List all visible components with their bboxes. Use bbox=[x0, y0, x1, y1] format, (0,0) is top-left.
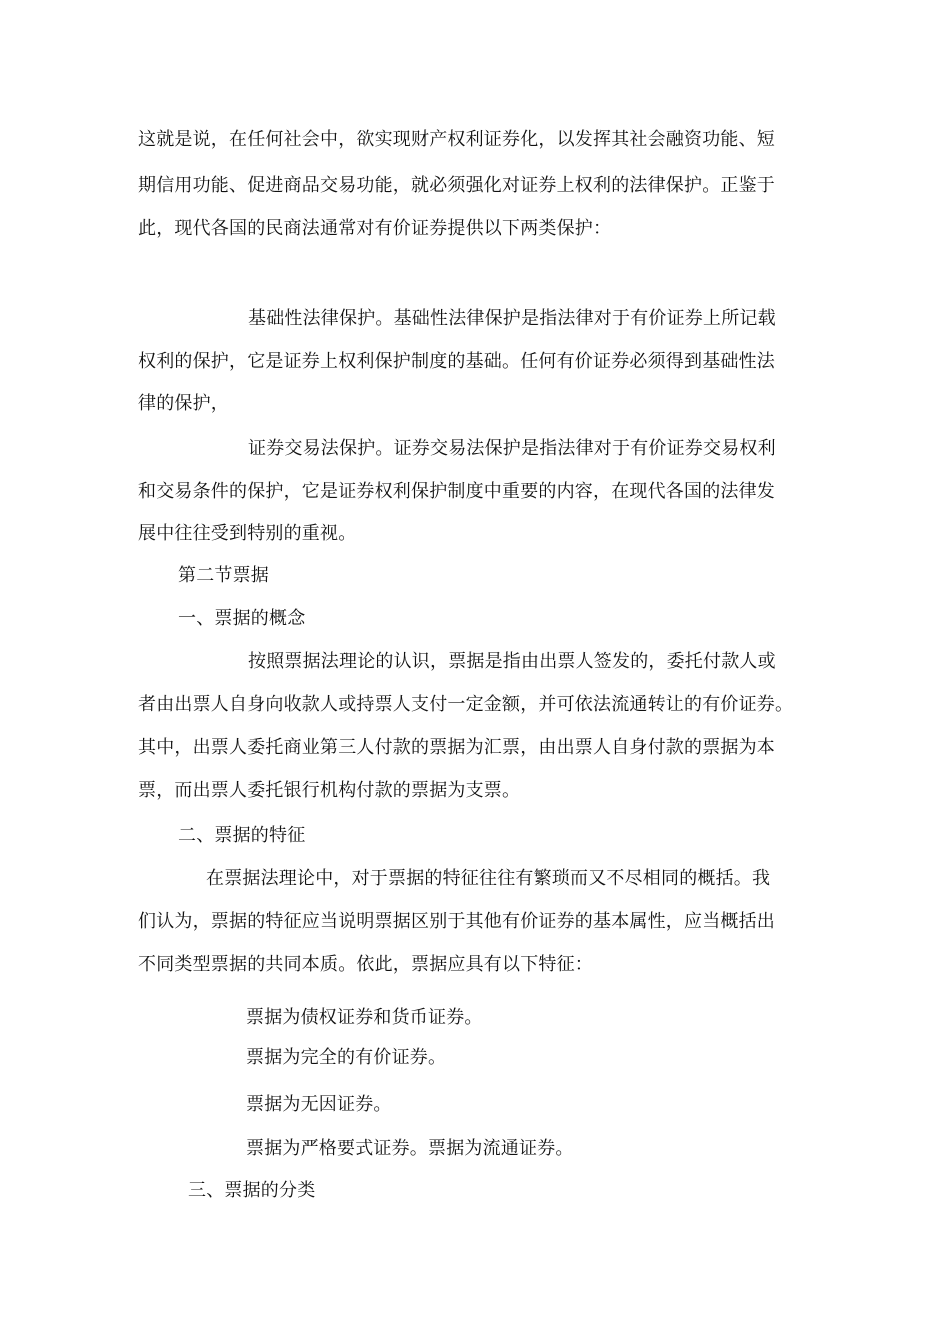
list-item: 票据为完全的有价证券。 bbox=[246, 1047, 447, 1068]
paragraph-line: 律的保护， bbox=[138, 393, 229, 414]
paragraph-line: 和交易条件的保护，它是证券权利保护制度中重要的内容，在现代各国的法律发 bbox=[138, 481, 775, 502]
paragraph-line: 基础性法律保护。基础性法律保护是指法律对于有价证券上所记载 bbox=[248, 308, 776, 329]
section-heading: 第二节票据 bbox=[178, 565, 269, 586]
paragraph-line: 者由出票人自身向收款人或持票人支付一定金额，并可依法流通转让的有价证券。 bbox=[138, 694, 794, 715]
paragraph-line: 权利的保护，它是证券上权利保护制度的基础。任何有价证券必须得到基础性法 bbox=[138, 351, 775, 372]
list-item: 票据为无因证券。 bbox=[246, 1094, 392, 1115]
paragraph-line: 票，而出票人委托银行机构付款的票据为支票。 bbox=[138, 780, 521, 801]
paragraph-line: 这就是说，在任何社会中，欲实现财产权利证券化，以发挥其社会融资功能、短 bbox=[138, 129, 775, 150]
paragraph-line: 展中往往受到特别的重视。 bbox=[138, 523, 357, 544]
paragraph-line: 不同类型票据的共同本质。依此，票据应具有以下特征： bbox=[138, 954, 593, 975]
subsection-heading: 三、票据的分类 bbox=[188, 1180, 316, 1201]
paragraph-line: 其中，出票人委托商业第三人付款的票据为汇票，由出票人自身付款的票据为本 bbox=[138, 737, 775, 758]
paragraph-line: 在票据法理论中，对于票据的特征往往有繁琐而又不尽相同的概括。我 bbox=[206, 868, 771, 889]
subsection-heading: 二、票据的特征 bbox=[178, 825, 306, 846]
list-item: 票据为债权证券和货币证券。 bbox=[246, 1007, 483, 1028]
paragraph-line: 此，现代各国的民商法通常对有价证券提供以下两类保护： bbox=[138, 218, 612, 239]
paragraph-line: 们认为，票据的特征应当说明票据区别于其他有价证券的基本属性，应当概括出 bbox=[138, 911, 775, 932]
list-item: 票据为严格要式证券。票据为流通证券。 bbox=[246, 1138, 574, 1159]
paragraph-line: 期信用功能、促进商品交易功能，就必须强化对证券上权利的法律保护。正鉴于 bbox=[138, 175, 775, 196]
subsection-heading: 一、票据的概念 bbox=[178, 608, 306, 629]
paragraph-line: 按照票据法理论的认识，票据是指由出票人签发的，委托付款人或 bbox=[248, 651, 776, 672]
paragraph-line: 证券交易法保护。证券交易法保护是指法律对于有价证券交易权利 bbox=[248, 438, 776, 459]
